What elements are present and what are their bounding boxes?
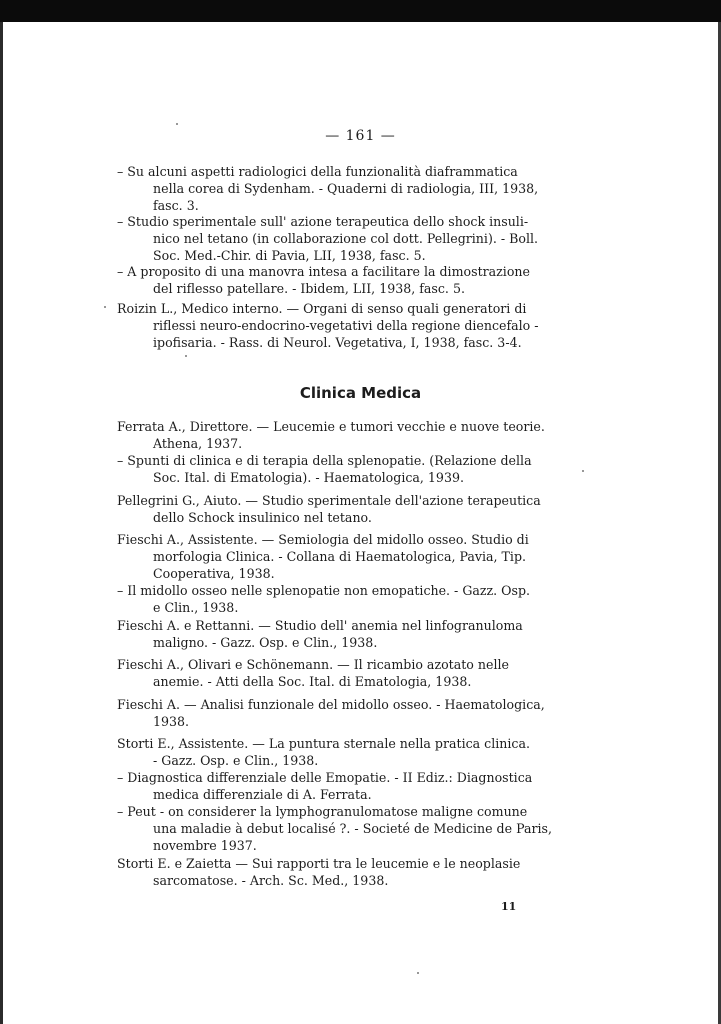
entry-line: – A proposito di una manovra intesa a facilitare la dimostrazione	[117, 264, 530, 279]
entry-line: Ferrata A., Direttore. — Leucemie e tumori vecchie e nuove teorie.	[117, 419, 545, 434]
entry-line: - Gazz. Osp. e Clin., 1938.	[153, 753, 319, 768]
bibliography-entry	[117, 531, 535, 582]
entry-line: – Il midollo osseo nelle splenopatie non emopatiche. - Gazz. Osp.	[117, 583, 531, 598]
scan-top-border	[0, 0, 721, 22]
bibliography-entry	[117, 735, 535, 769]
section-title: Clinica Medica	[299, 384, 422, 402]
entry-line: e Clin., 1938.	[153, 600, 239, 615]
entry-line: Cooperativa, 1938.	[153, 566, 275, 581]
entry-line: sarcomatose. - Arch. Sc. Med., 1938.	[153, 873, 389, 888]
entry-line: dello Schock insulinico nel tetano.	[153, 510, 372, 525]
entry-line: – Su alcuni aspetti radiologici della funzionalità diaframmatica	[117, 164, 518, 179]
bibliography-entry	[117, 492, 541, 526]
bibliography-entry	[117, 582, 535, 616]
entry-line: novembre 1937.	[153, 838, 257, 853]
entry-line: Fieschi A. — Analisi funzionale del midollo osseo. - Haematologica,	[117, 697, 545, 712]
entry-line: anemie. - Atti della Soc. Ital. di Ematologia, 1938.	[153, 674, 472, 689]
bibliography-entry	[117, 213, 539, 264]
page-number: — 161 —	[325, 128, 396, 144]
entry-line: Pellegrini G., Aiuto. — Studio sperimentale dell'azione terapeutica	[117, 493, 541, 508]
entry-line: 1938.	[153, 714, 190, 729]
scan-speck	[104, 306, 106, 308]
bibliography-entry	[117, 418, 545, 452]
entry-line: – Diagnostica differenziale delle Emopatie. - II Ediz.: Diagnostica	[117, 770, 533, 785]
entry-line: ipofisaria. - Rass. di Neurol. Vegetativa, I, 1938, fasc. 3-4.	[153, 335, 522, 350]
bibliography-entry	[117, 617, 535, 651]
entry-line: Storti E. e Zaietta — Sui rapporti tra le leucemie e le neoplasie	[117, 856, 521, 871]
bibliography-entry	[117, 300, 539, 351]
entry-line: Fieschi A. e Rettanni. — Studio dell' anemia nel linfogranuloma	[117, 618, 523, 633]
bibliography-entry	[117, 769, 535, 803]
entry-line: – Spunti di clinica e di terapia della splenopatie. (Relazione della	[117, 453, 532, 468]
entry-line: – Peut - on considerer la lymphogranulomatose maligne comune	[117, 804, 528, 819]
entry-line: fasc. 3.	[153, 198, 199, 213]
bibliography-entry	[117, 855, 535, 889]
entry-line: – Studio sperimentale sull' azione terapeutica dello shock insuli-	[117, 214, 529, 229]
entry-line: nico nel tetano (in collaborazione col dott. Pellegrini). - Boll.	[153, 231, 539, 246]
bibliography-entry	[117, 163, 539, 214]
scan-speck	[582, 470, 584, 472]
bibliography-entry	[117, 696, 545, 730]
scan-speck	[185, 355, 187, 357]
bibliography-entry	[117, 452, 535, 486]
entry-line: Fieschi A., Assistente. — Semiologia del midollo osseo. Studio di	[117, 532, 529, 547]
entry-line: riflessi neuro-endocrino-vegetativi della regione diencefalo -	[153, 318, 539, 333]
signature-mark: 11	[501, 900, 517, 913]
scan-speck	[417, 972, 419, 974]
entry-line: del riflesso patellare. - Ibidem, LII, 1938, fasc. 5.	[153, 281, 465, 296]
entry-line: Storti E., Assistente. — La puntura sternale nella pratica clinica.	[117, 736, 530, 751]
bibliography-entry	[117, 803, 553, 854]
entry-line: Soc. Med.-Chir. di Pavia, LII, 1938, fasc. 5.	[153, 248, 426, 263]
entry-line: morfologia Clinica. - Collana di Haematologica, Pavia, Tip.	[153, 549, 527, 564]
entry-line: Soc. Ital. di Ematologia). - Haematologica, 1939.	[153, 470, 464, 485]
entry-line: una maladie à debut localisé ?. - Societé de Medicine de Paris,	[153, 821, 553, 836]
scan-left-edge	[0, 22, 3, 1024]
entry-line: maligno. - Gazz. Osp. e Clin., 1938.	[153, 635, 378, 650]
entry-line: Fieschi A., Olivari e Schönemann. — Il ricambio azotato nelle	[117, 657, 509, 672]
bibliography-entry	[117, 656, 535, 690]
scan-speck	[176, 123, 178, 125]
entry-line: Roizin L., Medico interno. — Organi di senso quali generatori di	[117, 301, 527, 316]
bibliography-entry	[117, 263, 535, 297]
entry-line: Athena, 1937.	[153, 436, 243, 451]
entry-line: nella corea di Sydenham. - Quaderni di radiologia, III, 1938,	[153, 181, 539, 196]
entry-line: medica differenziale di A. Ferrata.	[153, 787, 372, 802]
